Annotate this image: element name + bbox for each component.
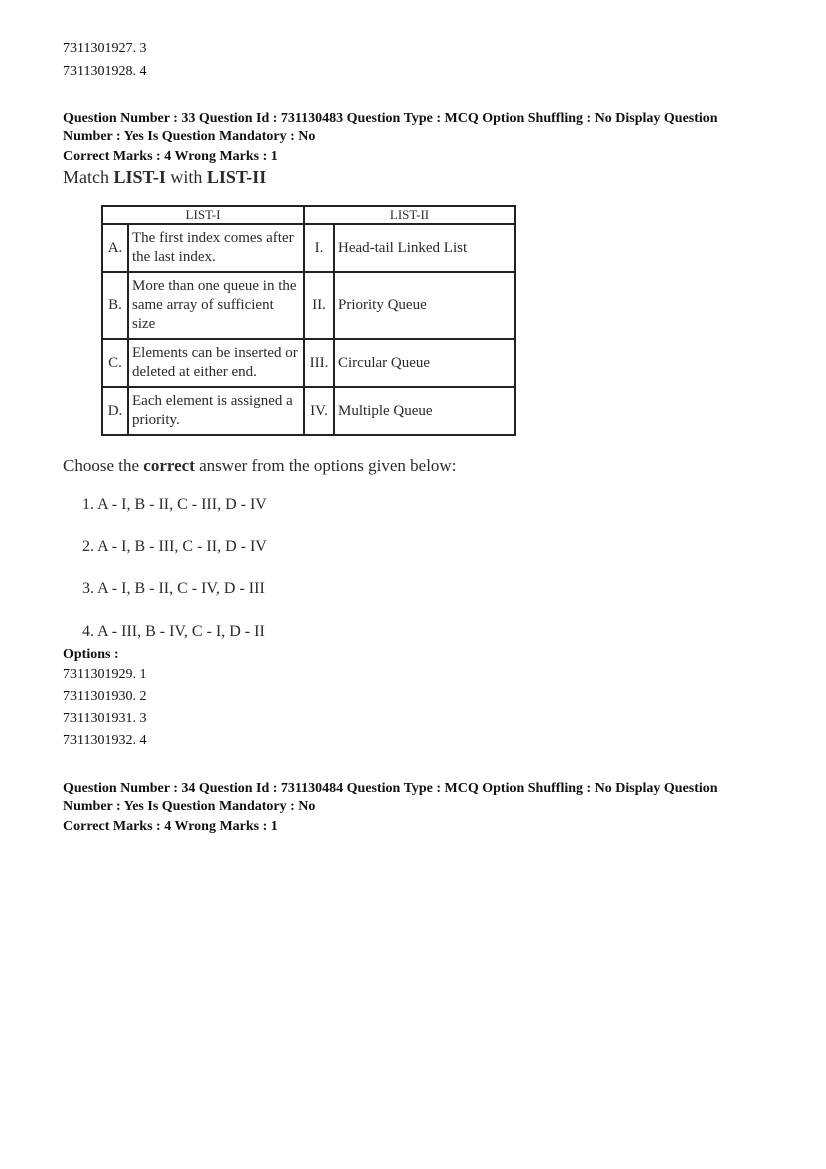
row-letter: D.	[102, 387, 128, 435]
q33-marks: Correct Marks : 4 Wrong Marks : 1	[63, 149, 278, 164]
row-roman: II.	[304, 272, 334, 339]
prompt-pre: Match	[63, 167, 114, 187]
list1-header: LIST-I	[102, 206, 304, 224]
options-label: Options :	[63, 647, 119, 662]
q33-prompt	[63, 167, 266, 188]
q34-marks: Correct Marks : 4 Wrong Marks : 1	[63, 819, 278, 834]
option-id: 7311301930. 2	[63, 689, 147, 704]
row-item: Head-tail Linked List	[334, 224, 515, 272]
prompt-list1: LIST-I	[113, 167, 166, 187]
option-id: 7311301929. 1	[63, 667, 147, 682]
choose-post: answer from the options given below:	[194, 456, 457, 475]
row-roman: IV.	[304, 387, 334, 435]
q34-header-line1: Question Number : 34 Question Id : 731130484 Question Type : MCQ Option Shuffling : No Display Question	[63, 781, 718, 796]
row-description: The first index comes after the last index.	[128, 224, 304, 272]
row-item: Circular Queue	[334, 339, 515, 387]
row-item: Multiple Queue	[334, 387, 515, 435]
q34-header	[63, 780, 763, 836]
answer-choice-1: 1. A - I, B - II, C - III, D - IV	[82, 496, 267, 513]
answer-choice-3: 3. A - I, B - II, C - IV, D - III	[82, 580, 265, 597]
table-row	[102, 339, 515, 387]
prev-option-3: 7311301927. 3	[63, 41, 147, 56]
row-description: Each element is assigned a priority.	[128, 387, 304, 435]
answer-choice-4: 4. A - III, B - IV, C - I, D - II	[82, 623, 265, 640]
q33-header-line2: Number : Yes Is Question Mandatory : No	[63, 129, 316, 144]
table-row	[102, 272, 515, 339]
row-description: Elements can be inserted or deleted at either end.	[128, 339, 304, 387]
row-letter: A.	[102, 224, 128, 272]
choose-pre: Choose the	[63, 456, 144, 475]
row-letter: B.	[102, 272, 128, 339]
q33-header-line1: Question Number : 33 Question Id : 731130483 Question Type : MCQ Option Shuffling : No Display Question	[63, 111, 718, 126]
row-item: Priority Queue	[334, 272, 515, 339]
q33-header	[63, 110, 763, 166]
row-description: More than one queue in the same array of sufficient size	[128, 272, 304, 339]
prompt-list2: LIST-II	[206, 167, 267, 187]
row-roman: III.	[304, 339, 334, 387]
option-id: 7311301932. 4	[63, 733, 147, 748]
option-id: 7311301931. 3	[63, 711, 147, 726]
q34-header-line2: Number : Yes Is Question Mandatory : No	[63, 799, 316, 814]
row-letter: C.	[102, 339, 128, 387]
choose-instruction	[63, 456, 456, 476]
prompt-mid: with	[165, 167, 207, 187]
match-table-header	[102, 206, 515, 224]
table-row	[102, 387, 515, 435]
choose-bold: correct	[143, 456, 195, 475]
match-table	[101, 205, 516, 436]
row-roman: I.	[304, 224, 334, 272]
table-row	[102, 224, 515, 272]
prev-option-4: 7311301928. 4	[63, 64, 147, 79]
list2-header: LIST-II	[304, 206, 515, 224]
answer-choice-2: 2. A - I, B - III, C - II, D - IV	[82, 538, 267, 555]
